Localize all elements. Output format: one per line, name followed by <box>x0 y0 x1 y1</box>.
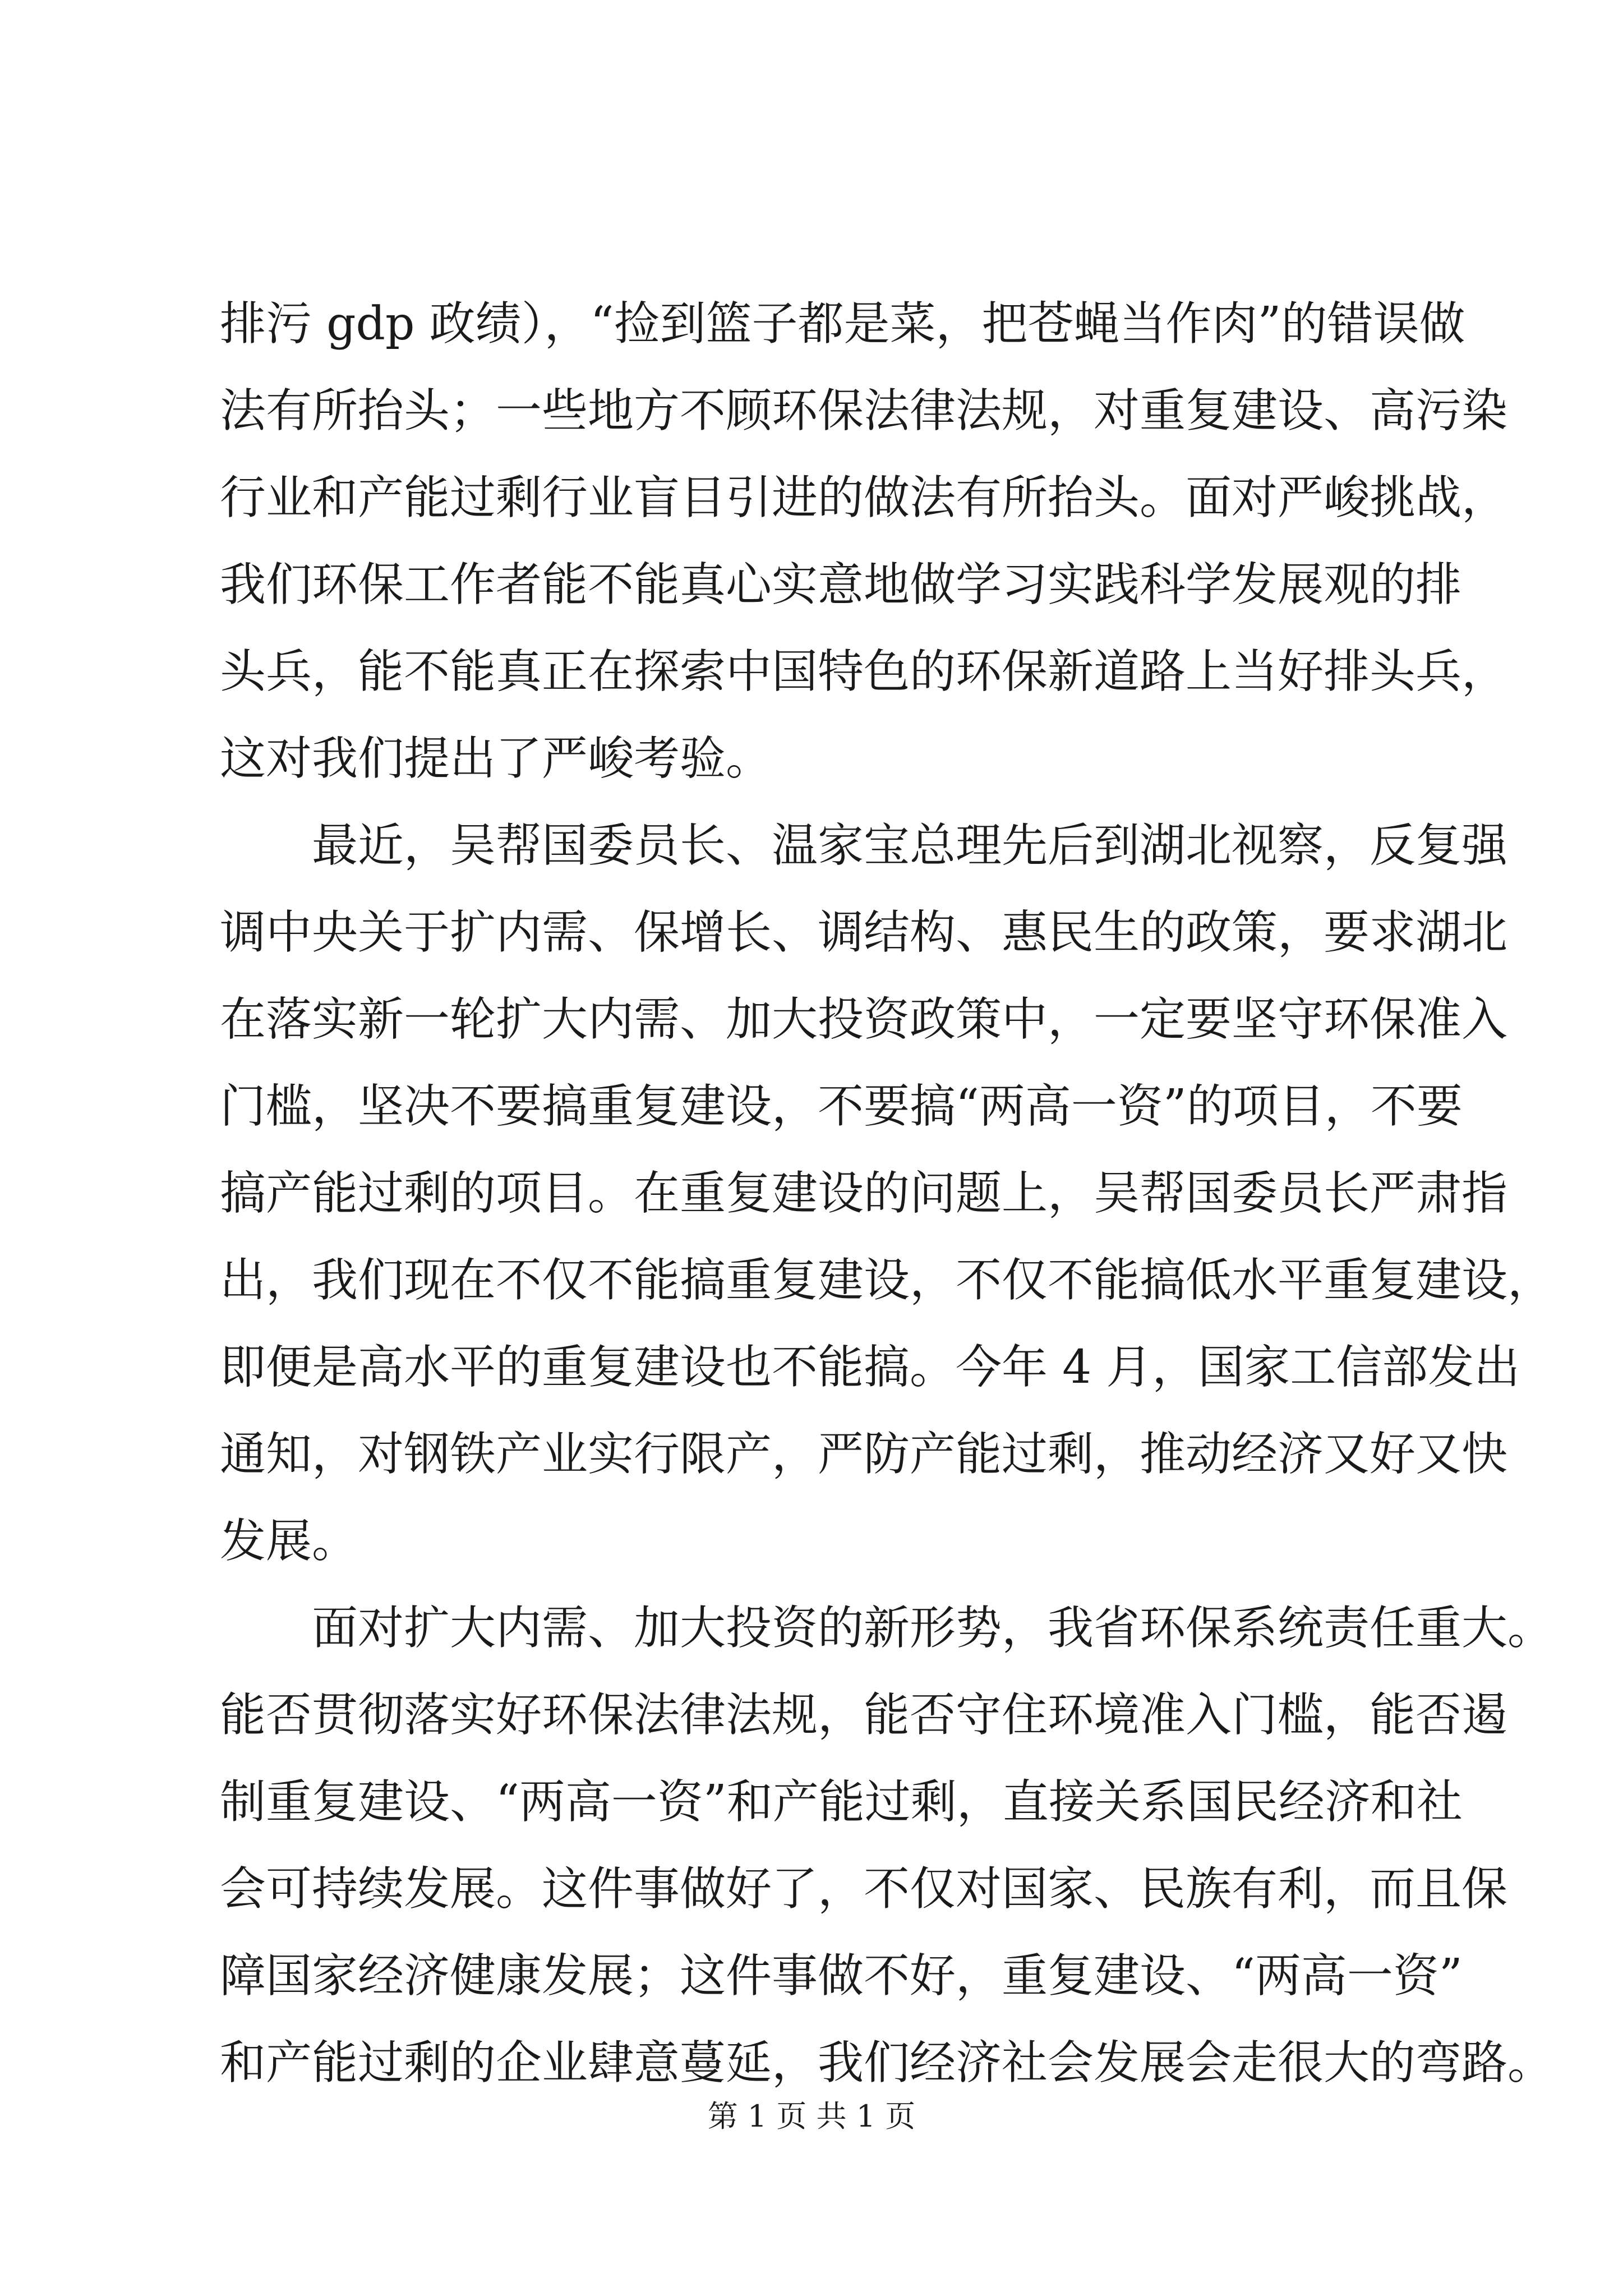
paragraph-line: 面对扩大内需、加大投资的新形势，我省环保系统责任重大。 <box>312 1602 1554 1655</box>
paragraph-line: 门槛，坚决不要搞重复建设，不要搞“两高一资”的项目，不要 <box>220 1080 1463 1133</box>
document-body <box>220 280 1554 2106</box>
paragraph-line: 头兵，能不能真正在探索中国特色的环保新道路上当好排头兵， <box>220 645 1508 698</box>
paragraph-line: 我们环保工作者能不能真心实意地做学习实践科学发展观的排 <box>220 558 1462 611</box>
page-footer <box>0 2097 1623 2136</box>
paragraph-line: 通知，对钢铁产业实行限产，严防产能过剩，推动经济又好又快 <box>220 1428 1508 1481</box>
paragraph-line: 障国家经济健康发展；这件事做不好，重复建设、“两高一资” <box>220 1949 1463 2003</box>
paragraph-line: 能否贯彻落实好环保法律法规，能否守住环境准入门槛，能否遏 <box>220 1688 1508 1742</box>
paragraph-line: 法有所抬头；一些地方不顾环保法律法规，对重复建设、高污染 <box>220 384 1508 438</box>
paragraph-line: 行业和产能过剩行业盲目引进的做法有所抬头。面对严峻挑战， <box>220 471 1508 524</box>
paragraph-line: 即便是高水平的重复建设也不能搞。今年 4 月，国家工信部发出 <box>220 1341 1520 1394</box>
paragraph-line: 这对我们提出了严峻考验。 <box>220 732 772 785</box>
paragraph-line: 最近，吴帮国委员长、温家宝总理先后到湖北视察，反复强 <box>312 819 1508 872</box>
paragraph-line: 和产能过剩的企业肆意蔓延，我们经济社会发展会走很大的弯路。 <box>220 2036 1554 2090</box>
paragraph-line: 搞产能过剩的项目。在重复建设的问题上，吴帮国委员长严肃指 <box>220 1167 1508 1220</box>
paragraph-line: 排污 gdp 政绩），“捡到篮子都是菜，把苍蝇当作肉”的错误做 <box>220 297 1465 351</box>
paragraph-line: 发展。 <box>220 1515 358 1568</box>
page-number-label: 第 1 页 共 1 页 <box>707 2099 916 2134</box>
paragraph-line: 调中央关于扩内需、保增长、调结构、惠民生的政策，要求湖北 <box>220 906 1508 959</box>
paragraph-line: 出，我们现在不仅不能搞重复建设，不仅不能搞低水平重复建设， <box>220 1254 1554 1307</box>
paragraph-line: 制重复建设、“两高一资”和产能过剩，直接关系国民经济和社 <box>220 1775 1463 1829</box>
paragraph-line: 会可持续发展。这件事做好了，不仅对国家、民族有利，而且保 <box>220 1862 1508 1916</box>
paragraph-line: 在落实新一轮扩大内需、加大投资政策中，一定要坚守环保准入 <box>220 993 1508 1046</box>
